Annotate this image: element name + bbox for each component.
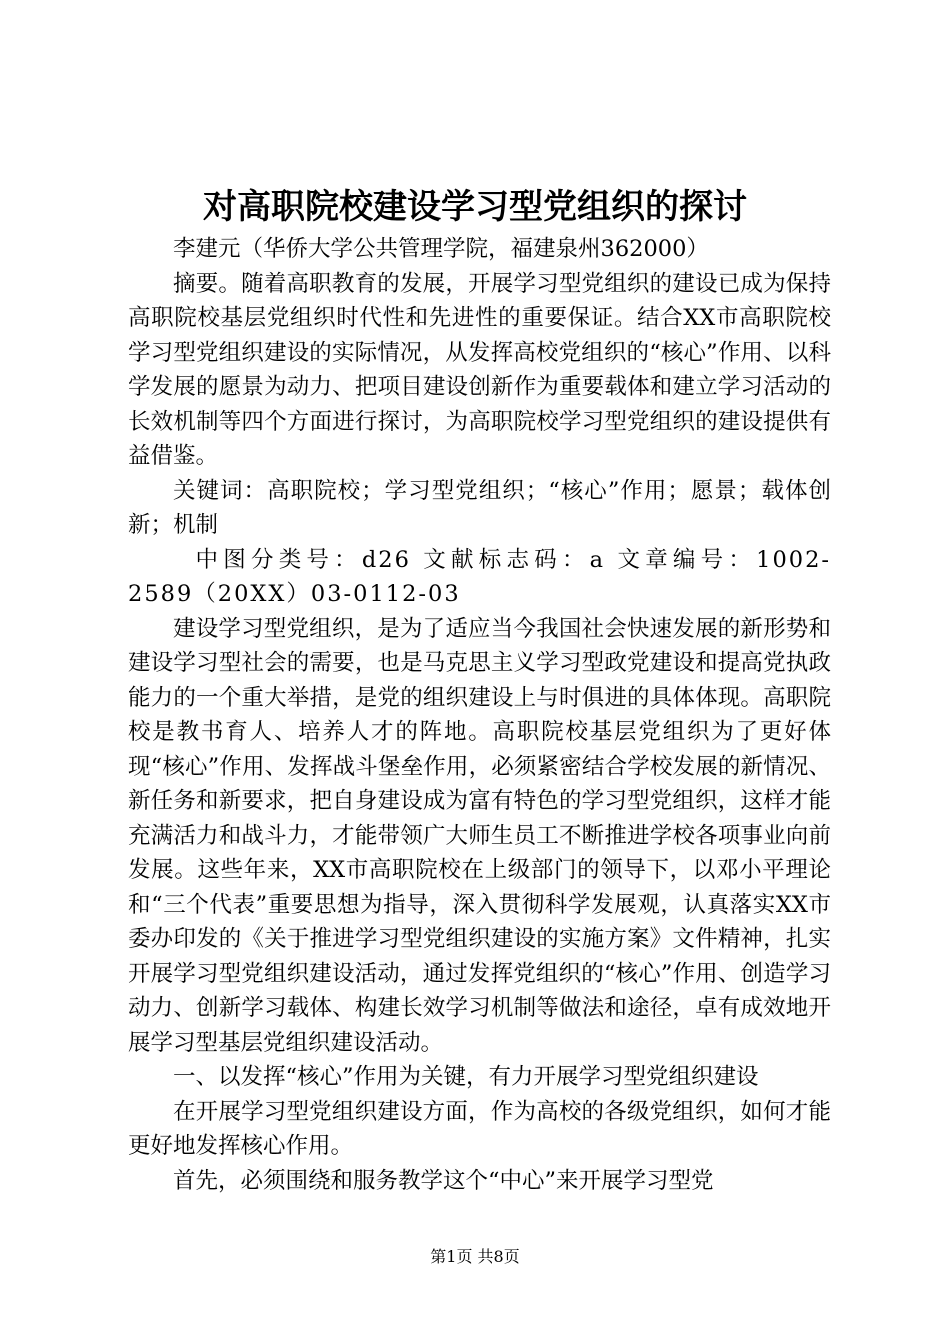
body-paragraph: 建设学习型党组织，是为了适应当今我国社会快速发展的新形势和建设学习型社会的需要，也是马克思主义学习型政党建设和提高党执政能力的一个重大举措，是党的组织建设上与时俱进的具体体现。高职院校是教书育人、培养人才的阵地。高职院校基层党组织为了更好体现“核心”作用、发挥战斗堡垒作用，必须紧密结合学校发展的新情况、新任务和新要求，把自身建设成为富有特色的学习型党组织，这样才能充满活力和战斗力，才能带领广大师生员工不断推进学校各项事业向前发展。这些年来，XX市高职院校在上级部门的领导下，以邓小平理论和“三个代表”重要思想为指导，深入贯彻科学发展观，认真落实XX市委办印发的《关于推进学习型党组织建设的实施方案》文件精神，扎实开展学习型党组织建设活动，通过发挥党组织的“核心”作用、创造学习动力、创新学习载体、构建长效学习机制等做法和途径，卓有成效地开展学习型基层党组织建设活动。 — [128, 615, 831, 1056]
keywords-paragraph: 关键词：高职院校；学习型党组织；“核心”作用；愿景；载体创新；机制 — [128, 477, 831, 538]
body-paragraph: 首先，必须围绕和服务教学这个“中心”来开展学习型党 — [173, 1167, 714, 1194]
body-paragraph: 在开展学习型党组织建设方面，作为高校的各级党组织，如何才能更好地发挥核心作用。 — [128, 1098, 831, 1159]
document-title: 对高职院校建设学习型党组织的探讨 — [203, 187, 747, 227]
classification-line: 中图分类号：d26 文献标志码：a 文章编号：1002-2589（20XX）03-0112-03 — [128, 546, 831, 607]
abstract-paragraph: 摘要。随着高职教育的发展，开展学习型党组织的建设已成为保持高职院校基层党组织时代性和先进性的重要保证。结合XX市高职院校学习型党组织建设的实际情况，从发挥高校党组织的“核心”作用、以科学发展的愿景为动力、把项目建设创新作为重要载体和建立学习活动的长效机制等四个方面进行探讨，为高职院校学习型党组织的建设提供有益借鉴。 — [128, 270, 831, 469]
section-heading: 一、以发挥“核心”作用为关键，有力开展学习型党组织建设 — [173, 1064, 759, 1090]
author-line: 李建元（华侨大学公共管理学院，福建泉州362000） — [173, 236, 709, 262]
document-body — [128, 232, 831, 1198]
page-number: 第1页 共8页 — [430, 1247, 520, 1266]
